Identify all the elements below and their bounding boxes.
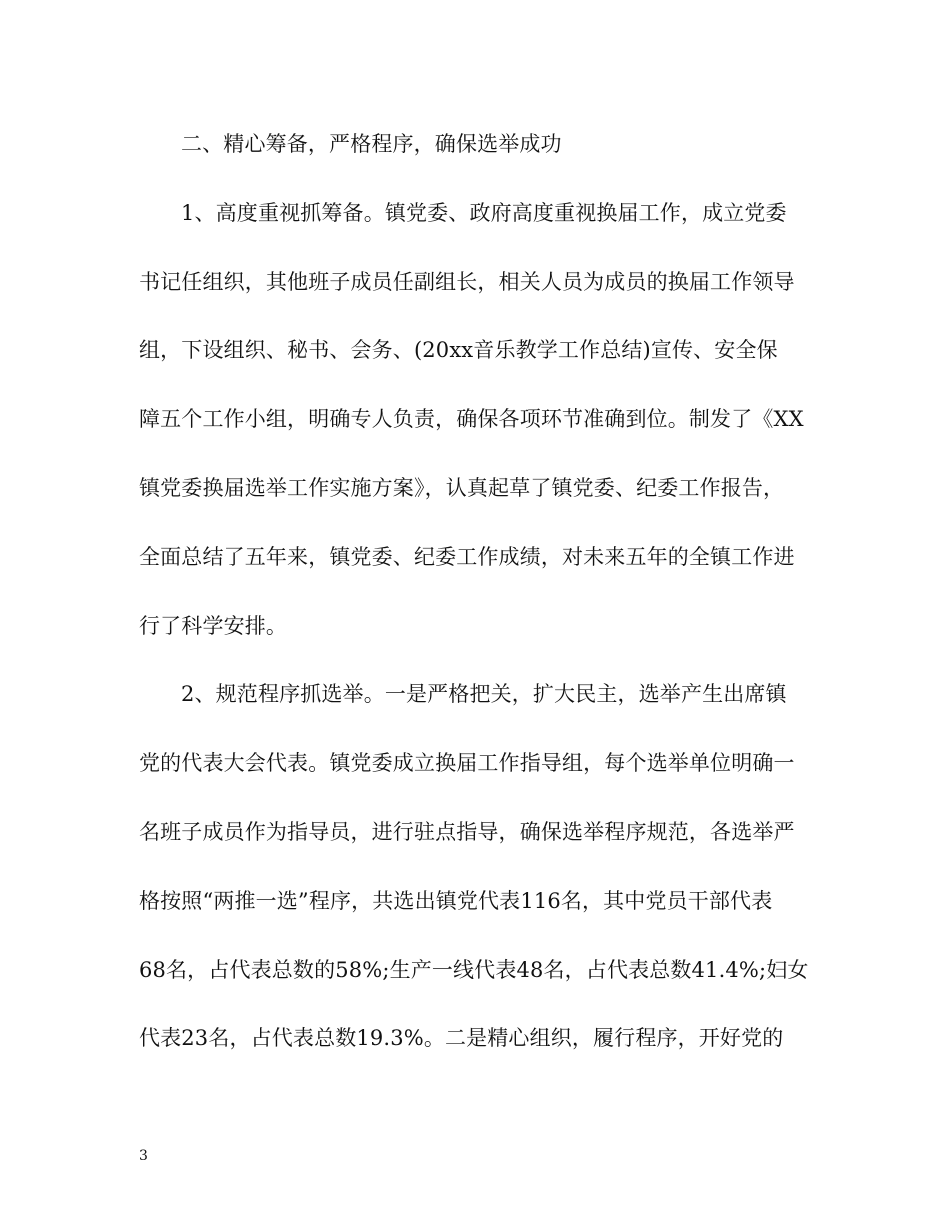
page-number: 3 (139, 1148, 148, 1164)
text-line: 二、精心筹备，严格程序，确保选举成功 (181, 132, 562, 156)
text-line: 组，下设组织、秘书、会务、(20xx音乐教学工作总结)宣传、安全保 (139, 338, 778, 363)
text-line: 镇党委换届选举工作实施方案》，认真起草了镇党委、纪委工作报告， (139, 475, 785, 500)
text-line: 党的代表大会代表。镇党委成立换届工作指导组，每个选举单位明确一 (139, 751, 795, 776)
body-text (139, 119, 815, 1082)
text-line: 书记任组织，其他班子成员任副组长，相关人员为成员的换届工作领导 (139, 269, 795, 294)
text-line: 名班子成员作为指导员，进行驻点指导，确保选举程序规范，各选举严 (139, 819, 795, 844)
text-line: 2、规范程序抓选举。一是严格把关，扩大民主，选举产生出席镇 (181, 682, 787, 707)
text-line: 全面总结了五年来，镇党委、纪委工作成绩，对未来五年的全镇工作进 (139, 544, 795, 569)
text-line: 代表23名，占代表总数19.3%。二是精心组织，履行程序，开好党的 (139, 1026, 784, 1051)
text-line: 障五个工作小组，明确专人负责，确保各项环节准确到位。制发了《XX (139, 407, 804, 432)
text-line: 格按照“两推一选”程序，共选出镇党代表116名，其中党员干部代表 (139, 888, 773, 913)
text-line: 行了科学安排。 (139, 613, 288, 638)
text-line: 68名，占代表总数的58%;生产一线代表48名，占代表总数41.4%;妇女 (139, 957, 809, 982)
text-line: 1、高度重视抓筹备。镇党委、政府高度重视换届工作，成立党委 (181, 200, 787, 225)
